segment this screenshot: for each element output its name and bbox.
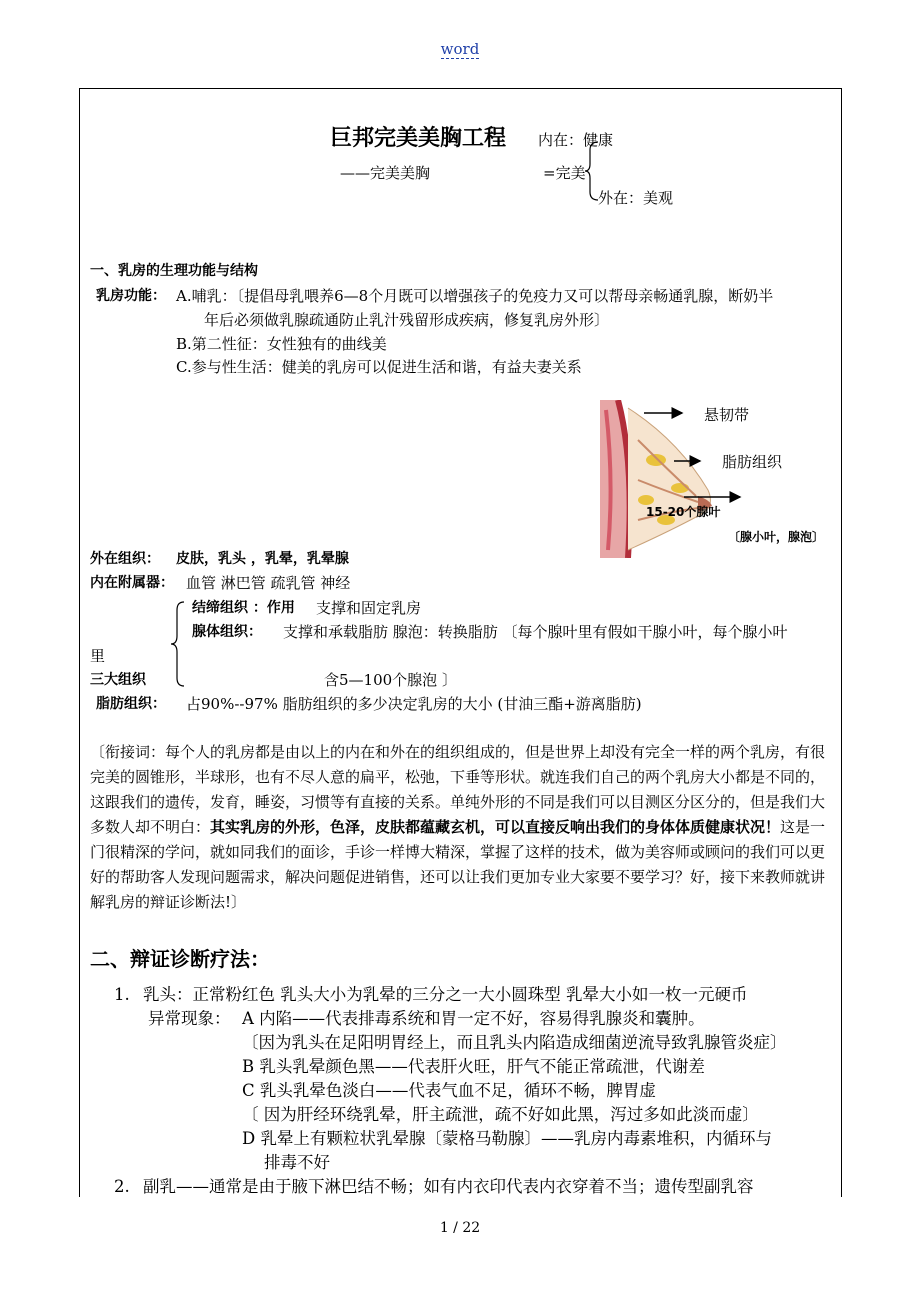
- abnormal-a-note: 〔因为乳头在足阳明胃经上，而且乳头内陷造成细菌逆流导致乳腺管炎症〕: [242, 1033, 787, 1052]
- title-subtitle: ——完美美胸: [340, 164, 431, 182]
- appendage-value: 血管 淋巴管 疏乳管 神经: [186, 574, 351, 592]
- fat-value: 占90%--97% 脂肪组织的多少决定乳房的大小 (甘油三酯+游离脂肪): [186, 695, 642, 713]
- abnormal-b: B 乳头乳晕颜色黑——代表肝火旺，肝气不能正常疏泄，代谢差: [242, 1057, 705, 1076]
- item2-number: 2.: [114, 1177, 130, 1196]
- outer-tissue-value: 皮肤，乳头 ，乳晕，乳晕腺: [176, 551, 349, 567]
- appendage-label: 内在附属器：: [90, 575, 174, 591]
- outer-tissue-label: 外在组织：: [90, 551, 160, 567]
- item1-text: 乳头：正常粉红色 乳头大小为乳晕的三分之一大小圆珠型 乳晕大小如一枚一元硬币: [143, 985, 748, 1004]
- abnormal-a: A 内陷——代表排毒系统和胃一定不好，容易得乳腺炎和囊肿。: [242, 1009, 705, 1028]
- function-c: C.参与性生活：健美的乳房可以促进生活和谐，有益夫妻关系: [176, 358, 582, 376]
- transition-text-1: 〔衔接词：每个人的乳房都是由以上的内在和外在的组织组成的，但是世界上却没有完全一样的两个乳房，有很完美的圆锥形，半球形，也有不尽人意的扁平，松弛，下垂等形状。就连我们自己的两个乳房大小都是不同的，这跟我们的遗传，发育，睡姿，习惯等有直接的关系。单纯外形的不同是我们可以目测区分区分的，但是我们大多数人却不明白：: [90, 743, 826, 836]
- three-tissues-label: 三大组织: [90, 672, 146, 688]
- section1-heading: 一、乳房的生理功能与结构: [90, 263, 258, 279]
- page-number: 1 / 22: [439, 1220, 481, 1236]
- transition-text-2: 这是一门很精深的学问，就如同我们的面诊，手诊一样博大精深，掌握了这样的技术，做为美容师或顾问的我们可以更好的帮助客人发现问题需求，解决问题促进销售，还可以让我们更加专业大家要不要学习？好，接下来教师就讲解乳房的辩证诊断法!〕: [90, 818, 826, 911]
- page-header: [0, 40, 920, 58]
- item1-number: 1.: [114, 985, 130, 1004]
- gland-value: 支撑和承载脂肪 腺泡：转换脂肪 〔每个腺叶里有假如干腺小叶，每个腺小叶: [283, 623, 788, 641]
- word-link[interactable]: word: [440, 40, 480, 58]
- doc-title: 巨邦完美美胸工程: [330, 126, 507, 151]
- abnormal-label: 异常现象：: [148, 1009, 231, 1028]
- label-fat-tissue: 脂肪组织: [722, 453, 783, 471]
- item2-text: 副乳——通常是由于腋下淋巴结不畅；如有内衣印代表内衣穿着不当；遗传型副乳容: [143, 1177, 754, 1196]
- abnormal-d-wrap: 排毒不好: [264, 1153, 330, 1172]
- abnormal-c-note: 〔 因为肝经环绕乳晕，肝主疏泄，疏不好如此黑，泻过多如此淡而虚〕: [242, 1105, 759, 1124]
- gland-wrap: 里: [90, 647, 106, 665]
- label-lobules: 〔腺小叶，腺泡〕: [728, 530, 825, 544]
- fat-label: 脂肪组织：: [96, 696, 166, 712]
- title-equals: =完美: [543, 164, 586, 182]
- label-suspensory-ligament: 悬韧带: [704, 406, 750, 424]
- title-inner: 内在：健康: [538, 131, 614, 149]
- tissue-brace-icon: [170, 600, 188, 688]
- abnormal-c: C 乳头乳晕色淡白——代表气血不足，循环不畅，脾胃虚: [242, 1081, 656, 1100]
- transition-paragraph: [90, 740, 832, 915]
- section2-heading: 二、辩证诊断疗法：: [90, 947, 270, 971]
- title-outer: 外在：美观: [598, 189, 674, 207]
- function-a-line1: A.哺乳：〔提倡母乳喂养6—8个月既可以增强孩子的免疫力又可以帮母亲畅通乳腺，断奶半: [176, 287, 774, 305]
- gland-tail: 含5—100个腺泡 〕: [324, 671, 457, 689]
- function-a-line2: 年后必须做乳腺疏通防止乳汁残留形成疾病，修复乳房外形〕: [204, 311, 610, 329]
- abnormal-d: D 乳晕上有颗粒状乳晕腺〔蒙格马勒腺〕——乳房内毒素堆积，内循环与: [242, 1129, 772, 1148]
- gland-label: 腺体组织：: [192, 624, 262, 640]
- function-label: 乳房功能：: [96, 288, 166, 304]
- label-lobes: 15-20个腺叶: [646, 505, 721, 519]
- connective-label: 结缔组织 ：作用: [192, 600, 295, 616]
- transition-bold: 其实乳房的外形，色泽，皮肤都蕴藏玄机，可以直接反响出我们的身体体质健康状况！: [210, 818, 781, 836]
- function-b: B.第二性征：女性独有的曲线美: [176, 335, 387, 353]
- connective-value: 支撑和固定乳房: [316, 599, 422, 617]
